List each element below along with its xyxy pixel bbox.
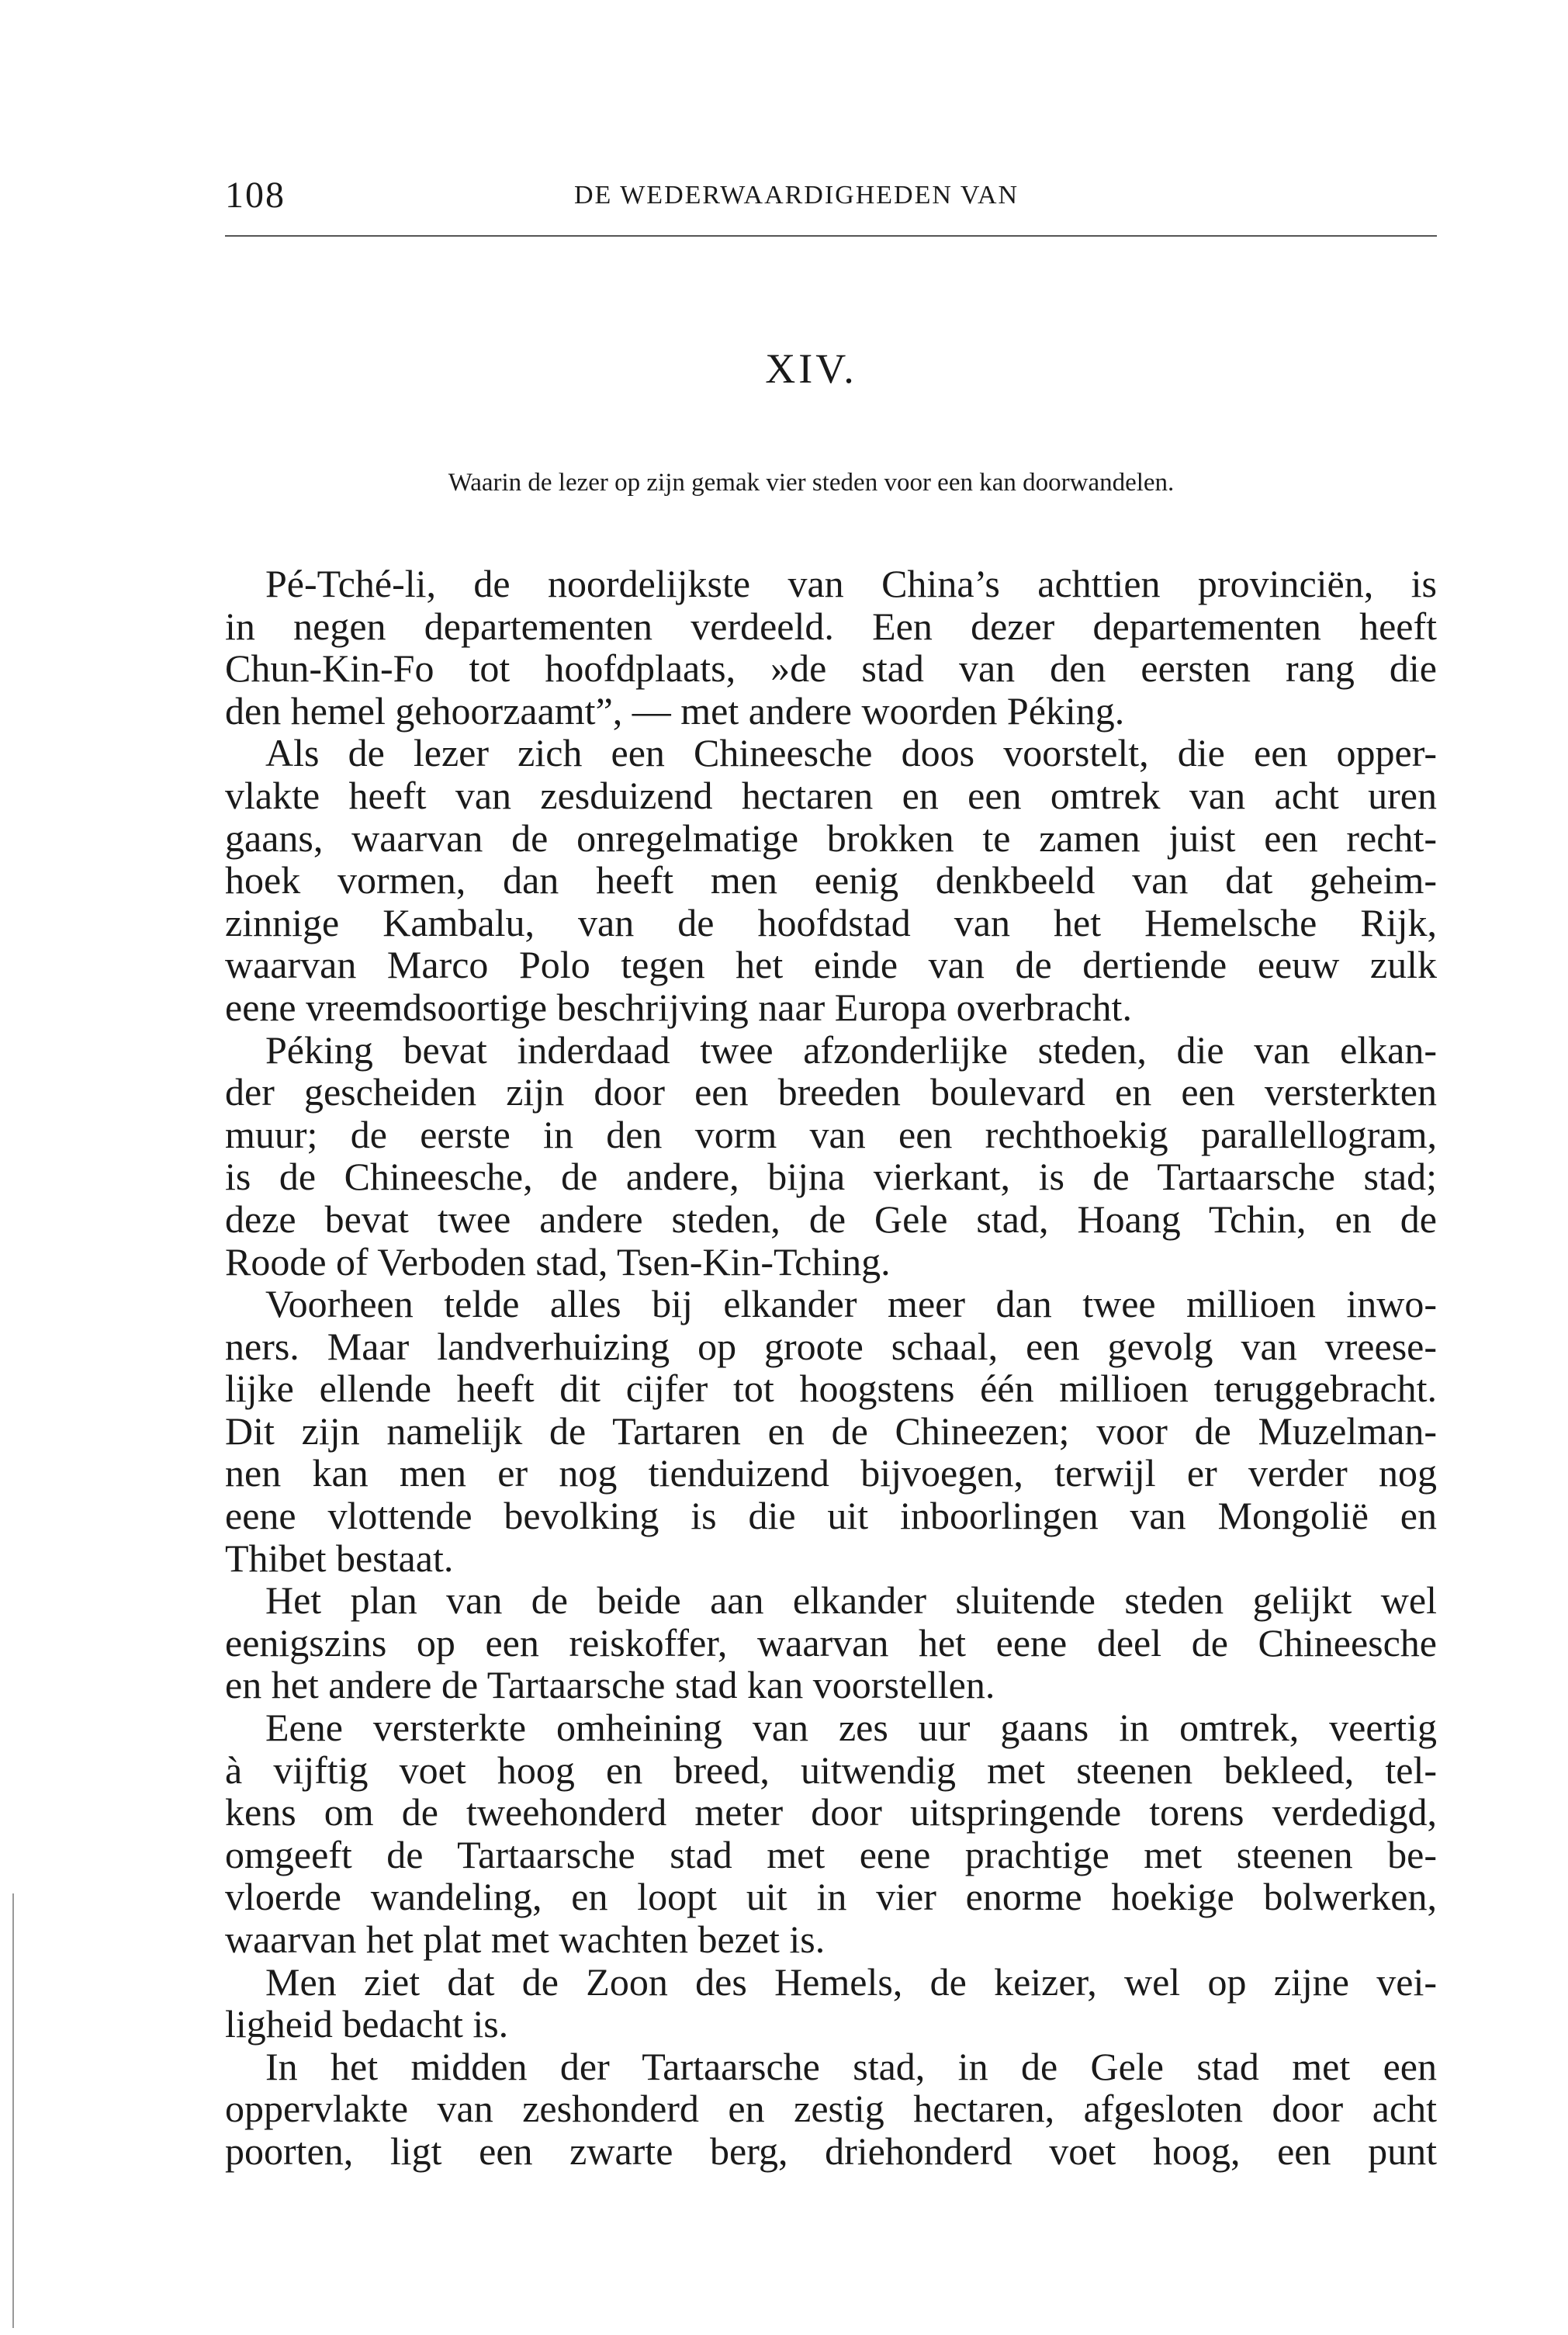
text-line: oppervlakte van zeshonderd en zestig hectaren, afgesloten door acht [225,2087,1437,2131]
text-line: omgeeft de Tartaarsche stad met eene prachtige met steenen be- [225,1832,1437,1876]
text-line: zinnige Kambalu, van de hoofdstad van het Hemelsche Rijk, [225,900,1437,944]
text-line: gaans, waarvan de onregelmatige brokken te zamen juist een recht- [225,816,1437,860]
text-line: der gescheiden zijn door een breeden boulevard en een versterkten [225,1070,1437,1114]
text-line: vloerde wandeling, en loopt uit in vier enorme hoekige bolwerken, [225,1875,1437,1919]
text-line: hoek vormen, dan heeft men eenig denkbeeld van dat geheim- [225,858,1437,902]
text-line: Péking bevat inderdaad twee afzonderlijke steden, die van elkan- [265,1027,1437,1072]
text-line: muur; de eerste in den vorm van een rechthoekig parallellogram, [225,1112,1437,1156]
text-line: den hemel gehoorzaamt”, — met andere woorden Péking. [225,688,1125,733]
text-line: eene vreemdsoortige beschrijving naar Europa overbracht. [225,985,1132,1029]
text-line: poorten, ligt een zwarte berg, driehonderd voet hoog, een punt [225,2129,1437,2173]
text-line: Als de lezer zich een Chineesche doos voorstelt, die een opper- [265,731,1437,775]
text-line: à vijftig voet hoog en breed, uitwendig met steenen bekleed, tel- [225,1748,1437,1792]
text-line: Thibet bestaat. [225,1536,454,1580]
gutter-shadow [12,1893,14,2328]
text-line: deze bevat twee andere steden, de Gele stad, Hoang Tchin, en de [225,1197,1437,1241]
text-line: Eene versterkte omheining van zes uur gaans in omtrek, veertig [265,1706,1437,1750]
text-line: eenigszins op een reiskoffer, waarvan het eene deel de Chineesche [225,1620,1437,1665]
text-line: is de Chineesche, de andere, bijna vierkant, is de Tartaarsche stad; [225,1155,1437,1199]
text-line: en het andere de Tartaarsche stad kan voorstellen. [225,1663,995,1707]
text-line: lijke ellende heeft dit cijfer tot hoogstens één millioen teruggebracht. [225,1367,1437,1411]
text-line: Chun-Kin-Fo tot hoofdplaats, »de stad van den eersten rang die [225,646,1437,691]
text-line: kens om de tweehonderd meter door uitspringende torens verdedigd, [225,1790,1437,1834]
text-line: ligheid bedacht is. [225,2002,509,2046]
text-line: in negen departementen verdeeld. Een dezer departementen heeft [225,604,1437,648]
text-line: Roode of Verboden stad, Tsen-Kin-Tching. [225,1239,891,1284]
running-title: DE WEDERWAARDIGHEDEN VAN [574,181,1019,210]
text-line: nen kan men er nog tienduizend bijvoegen, terwijl er verder nog [225,1451,1437,1495]
text-line: vlakte heeft van zesduizend hectaren en een omtrek van acht uren [225,773,1437,817]
text-line: waarvan Marco Polo tegen het einde van de dertiende eeuw zulk [225,943,1437,987]
running-head [225,172,1437,219]
text-line: Dit zijn namelijk de Tartaren en de Chineezen; voor de Muzelman- [225,1408,1437,1453]
chapter-subtitle: Waarin de lezer op zijn gemak vier steden voor een kan doorwandelen. [448,469,1175,497]
text-line: In het midden der Tartaarsche stad, in de Gele stad met een [265,2044,1437,2088]
text-line: ners. Maar landverhuizing op groote schaal, een gevolg van vreese- [225,1324,1437,1368]
chapter-number: XIV. [765,345,857,392]
text-line: Pé-Tché-li, de noordelijkste van China’s achttien provinciën, is [265,562,1437,605]
text-line: eene vlottende bevolking is die uit inboorlingen van Mongolië en [225,1494,1437,1538]
page-number: 108 [225,175,286,216]
text-line: waarvan het plat met wachten bezet is. [225,1918,826,1961]
header-rule [225,235,1437,237]
text-line: Men ziet dat de Zoon des Hemels, de keizer, wel op zijne vei- [265,1959,1437,2004]
text-line: Het plan van de beide aan elkander sluitende steden gelijkt wel [265,1578,1437,1623]
text-line: Voorheen telde alles bij elkander meer dan twee millioen inwo- [265,1282,1437,1326]
body-text [225,563,1437,2173]
